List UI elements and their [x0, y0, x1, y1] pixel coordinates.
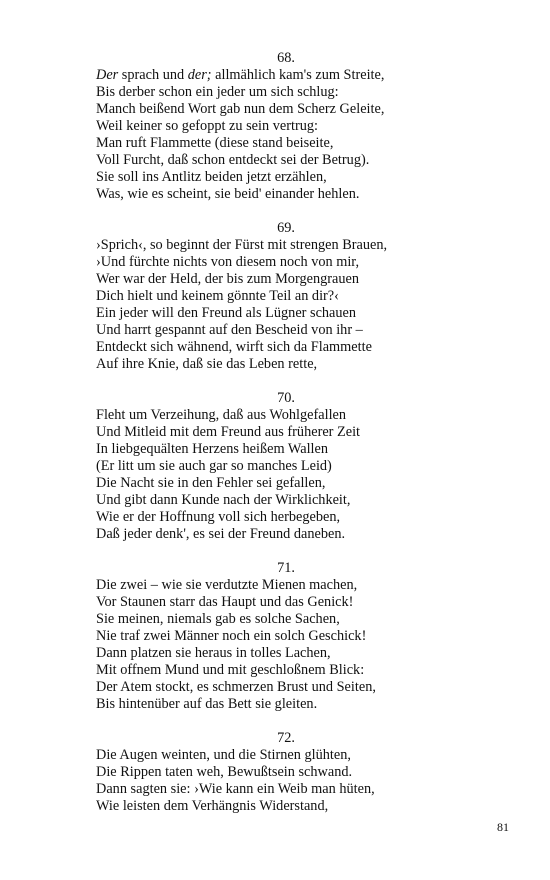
verse-line: Mit offnem Mund und mit geschloßnem Blick: [96, 662, 365, 678]
verse-line: Die Nacht sie in den Fehler sei gefallen, [96, 475, 326, 491]
stanza-number: 69. [277, 220, 295, 236]
verse-line: Entdeckt sich wähnend, wirft sich da Flammette [96, 339, 372, 355]
verse-line: Und gibt dann Kunde nach der Wirklichkeit, [96, 492, 351, 508]
verse-line: Sie meinen, niemals gab es solche Sachen, [96, 611, 340, 627]
stanza [96, 390, 476, 543]
verse-line: Dann platzen sie heraus in tolles Lachen, [96, 645, 331, 661]
stanza-number: 71. [277, 560, 295, 576]
text-segment: sprach und [118, 67, 188, 83]
verse-line: Man ruft Flammette (diese stand beiseite, [96, 135, 334, 151]
stanza-number: 72. [277, 730, 295, 746]
stanza [96, 220, 476, 373]
stanza-number: 68. [277, 50, 295, 66]
verse-line: Fleht um Verzeihung, daß aus Wohlgefallen [96, 407, 347, 423]
page-number: 81 [497, 820, 509, 834]
verse-line: Daß jeder denk', es sei der Freund daneben. [96, 526, 346, 542]
verse-line: Bis hintenüber auf das Bett sie gleiten. [96, 696, 318, 712]
verse-line: Sie soll ins Antlitz beiden jetzt erzählen, [96, 169, 327, 185]
stanza [96, 50, 476, 203]
verse-line: Bis derber schon ein jeder um sich schlug: [96, 84, 339, 100]
verse-line: Nie traf zwei Männer noch ein solch Geschick! [96, 628, 367, 644]
verse-line: Der Atem stockt, es schmerzen Brust und Seiten, [96, 679, 376, 695]
verse-line: In liebgequälten Herzens heißem Wallen [96, 441, 329, 457]
verse-line: Auf ihre Knie, daß sie das Leben rette, [96, 356, 318, 372]
verse-line: Die Rippen taten weh, Bewußtsein schwand. [96, 764, 353, 780]
verse-line: (Er litt um sie auch gar so manches Leid) [96, 458, 332, 474]
verse-line: Und harrt gespannt auf den Bescheid von ihr – [96, 322, 363, 338]
verse-line: Die zwei – wie sie verdutzte Mienen machen, [96, 577, 358, 593]
stanza [96, 730, 476, 815]
verse-line: Voll Furcht, daß schon entdeckt sei der Betrug). [96, 152, 370, 168]
verse-line [96, 67, 476, 84]
verse-line: Wie er der Hoffnung voll sich herbegeben, [96, 509, 341, 525]
text-segment: allmählich kam's zum Streite, [211, 67, 385, 83]
stanza-number: 70. [277, 390, 295, 406]
verse-line: Und Mitleid mit dem Freund aus früherer Zeit [96, 424, 361, 440]
verse-line: ›Sprich‹, so beginnt der Fürst mit strengen Brauen, [96, 237, 388, 253]
italic-segment: Der [96, 67, 119, 83]
verse-line: Vor Staunen starr das Haupt und das Genick! [96, 594, 354, 610]
verse-line: Weil keiner so gefoppt zu sein vertrug: [96, 118, 318, 134]
verse-line: Dann sagten sie: ›Wie kann ein Weib man hüten, [96, 781, 375, 797]
verse-line: Ein jeder will den Freund als Lügner schauen [96, 305, 357, 321]
verse-line: Manch beißend Wort gab nun dem Scherz Geleite, [96, 101, 385, 117]
verse-line: ›Und fürchte nichts von diesem noch von mir, [96, 254, 360, 270]
verse-line: Wer war der Held, der bis zum Morgengrauen [96, 271, 359, 287]
verse-line: Dich hielt und keinem gönnte Teil an dir?‹ [96, 288, 339, 304]
verse-line: Was, wie es scheint, sie beid' einander hehlen. [96, 186, 360, 202]
stanza [96, 560, 476, 713]
italic-segment: der; [187, 67, 212, 83]
poem-page [96, 50, 476, 832]
verse-line: Wie leisten dem Verhängnis Widerstand, [96, 798, 329, 814]
verse-line: Die Augen weinten, und die Stirnen glühten, [96, 747, 351, 763]
